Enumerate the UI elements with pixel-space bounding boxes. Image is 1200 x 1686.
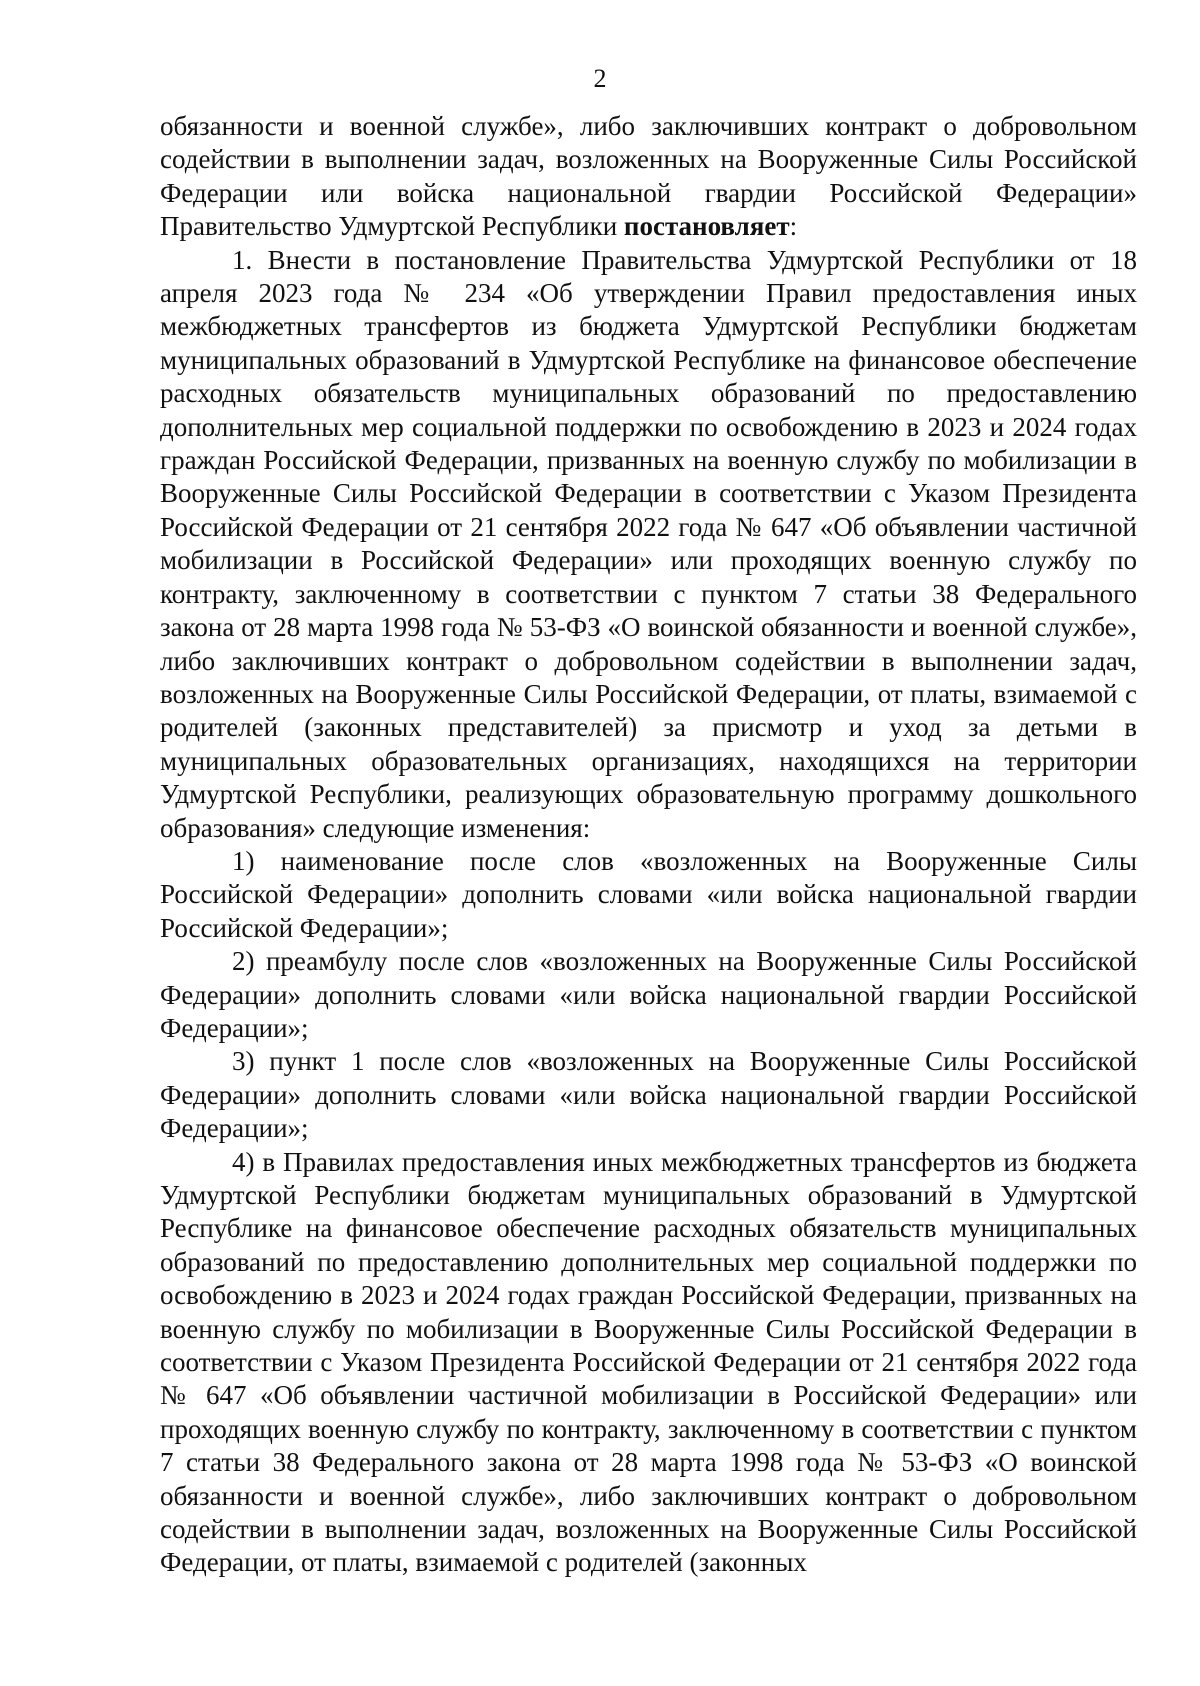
subitem-3: 3) пункт 1 после слов «возложенных на Вооруженные Силы Российской Федерации» дополнить словами «или войска национальной гвардии Российской Федерации»;: [160, 1046, 1137, 1144]
intro-paragraph: [160, 110, 1137, 244]
subitem-1: 1) наименование после слов «возложенных на Вооруженные Силы Российской Федерации» дополнить словами «или войска национальной гвардии Российской Федерации»;: [160, 845, 1137, 943]
paragraph-item-1: 1. Внести в постановление Правительства Удмуртской Республики от 18 апреля 2023 года № 234 «Об утверждении Правил предоставления иных межбюджетных трансфертов из бюджета Удмуртской Республики бюджетам муниципальных образований в Удмуртской Республике на финансовое обеспечение расходных обязательств муниципальных образований по предоставлению дополнительных мер социальной поддержки по освобождению в 2023 и 2024 годах граждан Российской Федерации, призванных на военную службу по мобилизации в Вооруженные Силы Российской Федерации в соответствии с Указом Президента Российской Федерации от 21 сентября 2022 года № 647 «Об объявлении частичной мобилизации в Российской Федерации» или проходящих военную службу по контракту, заключенному в соответствии с пунктом 7 статьи 38 Федерального закона от 28 марта 1998 года № 53-ФЗ «О воинской обязанности и военной службе», либо заключивших контракт о добровольном содействии в выполнении задач, возложенных на Вооруженные Силы Российской Федерации, от платы, взимаемой с родителей (законных представителей) за присмотр и уход за детьми в муниципальных образовательных организациях, находящихся на территории Удмуртской Республики, реализующих образовательную программу дошкольного образования» следующие изменения:: [160, 244, 1137, 843]
intro-tail: :: [789, 211, 798, 242]
subitem-2: 2) преамбулу после слов «возложенных на Вооруженные Силы Российской Федерации» дополнить словами «или войска национальной гвардии Российской Федерации»;: [160, 946, 1137, 1043]
intro-text: обязанности и военной службе», либо заключивших контракт о добровольном содействии в выполнении задач, возложенных на Вооруженные Силы Российской Федерации или войска национальной гвардии Российской Федерации» Правительство Удмуртской Республики: [160, 111, 1137, 242]
document-body: [160, 110, 1137, 1580]
page-number: 2: [593, 64, 607, 93]
resolves-keyword: постановляет: [623, 211, 790, 242]
subitem-4: 4) в Правилах предоставления иных межбюджетных трансфертов из бюджета Удмуртской Республики бюджетам муниципальных образований в Удмуртской Республике на финансовое обеспечение расходных обязательств муниципальных образований по предоставлению дополнительных мер социальной поддержки по освобождению в 2023 и 2024 годах граждан Российской Федерации, призванных на военную службу по мобилизации в Вооруженные Силы Российской Федерации в соответствии с Указом Президента Российской Федерации от 21 сентября 2022 года № 647 «Об объявлении частичной мобилизации в Российской Федерации» или проходящих военную службу по контракту, заключенному в соответствии с пунктом 7 статьи 38 Федерального закона от 28 марта 1998 года № 53-ФЗ «О воинской обязанности и военной службе», либо заключивших контракт о добровольном содействии в выполнении задач, возложенных на Вооруженные Силы Российской Федерации, от платы, взимаемой с родителей (законных: [160, 1146, 1137, 1578]
